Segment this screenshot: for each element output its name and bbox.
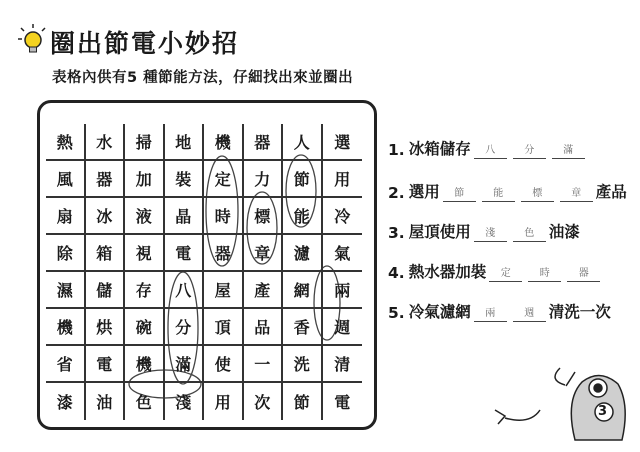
answer-blank[interactable]: 週 [513,307,546,322]
grid-cell[interactable]: 能 [283,198,323,235]
grid-cell[interactable]: 淺 [165,383,205,420]
answer-blank[interactable]: 八 [474,144,507,159]
question-item [388,300,611,322]
grid-cell[interactable]: 水 [86,124,126,161]
grid-cell[interactable]: 使 [204,346,244,383]
grid-cell[interactable]: 機 [204,124,244,161]
question-item [388,180,627,202]
answer-blank[interactable]: 器 [567,267,600,282]
question-suffix: 清洗一次 [548,303,611,321]
grid-cell[interactable]: 時 [204,198,244,235]
grid-cell[interactable]: 機 [46,309,86,346]
answer-blank[interactable]: 色 [513,227,546,242]
grid-cell[interactable]: 儲 [86,272,126,309]
question-number: 2. [388,184,405,202]
grid-cell[interactable]: 節 [283,383,323,420]
question-prefix: 冰箱儲存 [408,140,471,158]
grid-cell[interactable]: 香 [283,309,323,346]
answer-blank[interactable]: 定 [489,267,522,282]
grid-cell[interactable]: 週 [323,309,363,346]
mascot-badge: 3 [598,404,608,419]
grid-cell[interactable]: 漆 [46,383,86,420]
grid-cell[interactable]: 掃 [125,124,165,161]
grid-cell[interactable]: 滿 [165,346,205,383]
grid-cell[interactable]: 產 [244,272,284,309]
grid-cell[interactable]: 色 [125,383,165,420]
answer-blank[interactable]: 能 [482,187,515,202]
grid-cell[interactable]: 器 [204,235,244,272]
grid-cell[interactable]: 電 [86,346,126,383]
question-prefix: 選用 [408,183,440,201]
grid-cell[interactable]: 定 [204,161,244,198]
grid-cell[interactable]: 液 [125,198,165,235]
grid-cell[interactable]: 地 [165,124,205,161]
grid-cell[interactable]: 箱 [86,235,126,272]
question-prefix: 熱水器加裝 [408,263,487,281]
grid-cell[interactable]: 器 [244,124,284,161]
grid-cell[interactable]: 分 [165,309,205,346]
grid-cell[interactable]: 機 [125,346,165,383]
grid-cell[interactable]: 用 [204,383,244,420]
grid-cell[interactable]: 冰 [86,198,126,235]
question-prefix: 屋頂使用 [408,223,471,241]
grid-cell[interactable]: 存 [125,272,165,309]
question-item [388,220,580,242]
grid-cell[interactable]: 晶 [165,198,205,235]
grid-cell[interactable]: 省 [46,346,86,383]
grid-cell[interactable]: 清 [323,346,363,383]
answer-blank[interactable]: 兩 [474,307,507,322]
grid-cell[interactable]: 加 [125,161,165,198]
grid-cell[interactable]: 視 [125,235,165,272]
grid-cell[interactable]: 碗 [125,309,165,346]
question-number: 3. [388,224,405,242]
grid-cell[interactable]: 節 [283,161,323,198]
lightbulb-icon [18,24,45,52]
grid-cell[interactable]: 頂 [204,309,244,346]
question-item [388,260,603,282]
answer-blank[interactable]: 標 [521,187,554,202]
grid-cell[interactable]: 濕 [46,272,86,309]
grid-cell[interactable]: 器 [86,161,126,198]
answer-blank[interactable]: 淺 [474,227,507,242]
grid-cell[interactable]: 兩 [323,272,363,309]
grid-cell[interactable]: 裝 [165,161,205,198]
answer-blank[interactable]: 時 [528,267,561,282]
grid-cell[interactable]: 人 [283,124,323,161]
answer-blank[interactable]: 章 [560,187,593,202]
question-suffix: 產品 [595,183,627,201]
grid-cell[interactable]: 電 [165,235,205,272]
answer-blank[interactable]: 滿 [552,144,585,159]
grid-cell[interactable]: 力 [244,161,284,198]
grid-cell[interactable]: 網 [283,272,323,309]
page-title: 圈出節電小妙招 [50,29,240,58]
grid-cell[interactable]: 濾 [283,235,323,272]
grid-cell[interactable]: 次 [244,383,284,420]
grid-cell[interactable]: 烘 [86,309,126,346]
grid-cell[interactable]: 一 [244,346,284,383]
grid-cell[interactable]: 標 [244,198,284,235]
grid-cell[interactable]: 章 [244,235,284,272]
question-item [388,137,588,159]
grid-cell[interactable]: 電 [334,393,351,412]
grid-cell[interactable]: 用 [323,161,363,198]
question-prefix: 冷氣濾網 [408,303,471,321]
question-suffix: 油漆 [548,223,580,241]
grid-cell[interactable]: 除 [46,235,86,272]
question-number: 5. [388,304,405,322]
grid-cell[interactable]: 選 [323,124,363,161]
grid-cell[interactable]: 氣 [323,235,363,272]
grid-cell[interactable]: 風 [46,161,86,198]
grid-cell[interactable]: 品 [244,309,284,346]
question-number: 1. [388,141,405,159]
instruction-text: 表格內供有5 種節能方法，仔細找出來並圈出 [52,70,354,86]
answer-blank[interactable]: 節 [443,187,476,202]
answer-blank[interactable]: 分 [513,144,546,159]
grid-cell[interactable]: 屋 [204,272,244,309]
grid-cell[interactable]: 八 [165,272,205,309]
grid-cell[interactable]: 熱 [46,124,86,161]
grid-cell[interactable]: 洗 [283,346,323,383]
word-grid [46,124,362,420]
grid-cell[interactable]: 油 [86,383,126,420]
grid-cell[interactable]: 冷 [323,198,363,235]
question-number: 4. [388,264,405,282]
grid-cell[interactable]: 扇 [46,198,86,235]
